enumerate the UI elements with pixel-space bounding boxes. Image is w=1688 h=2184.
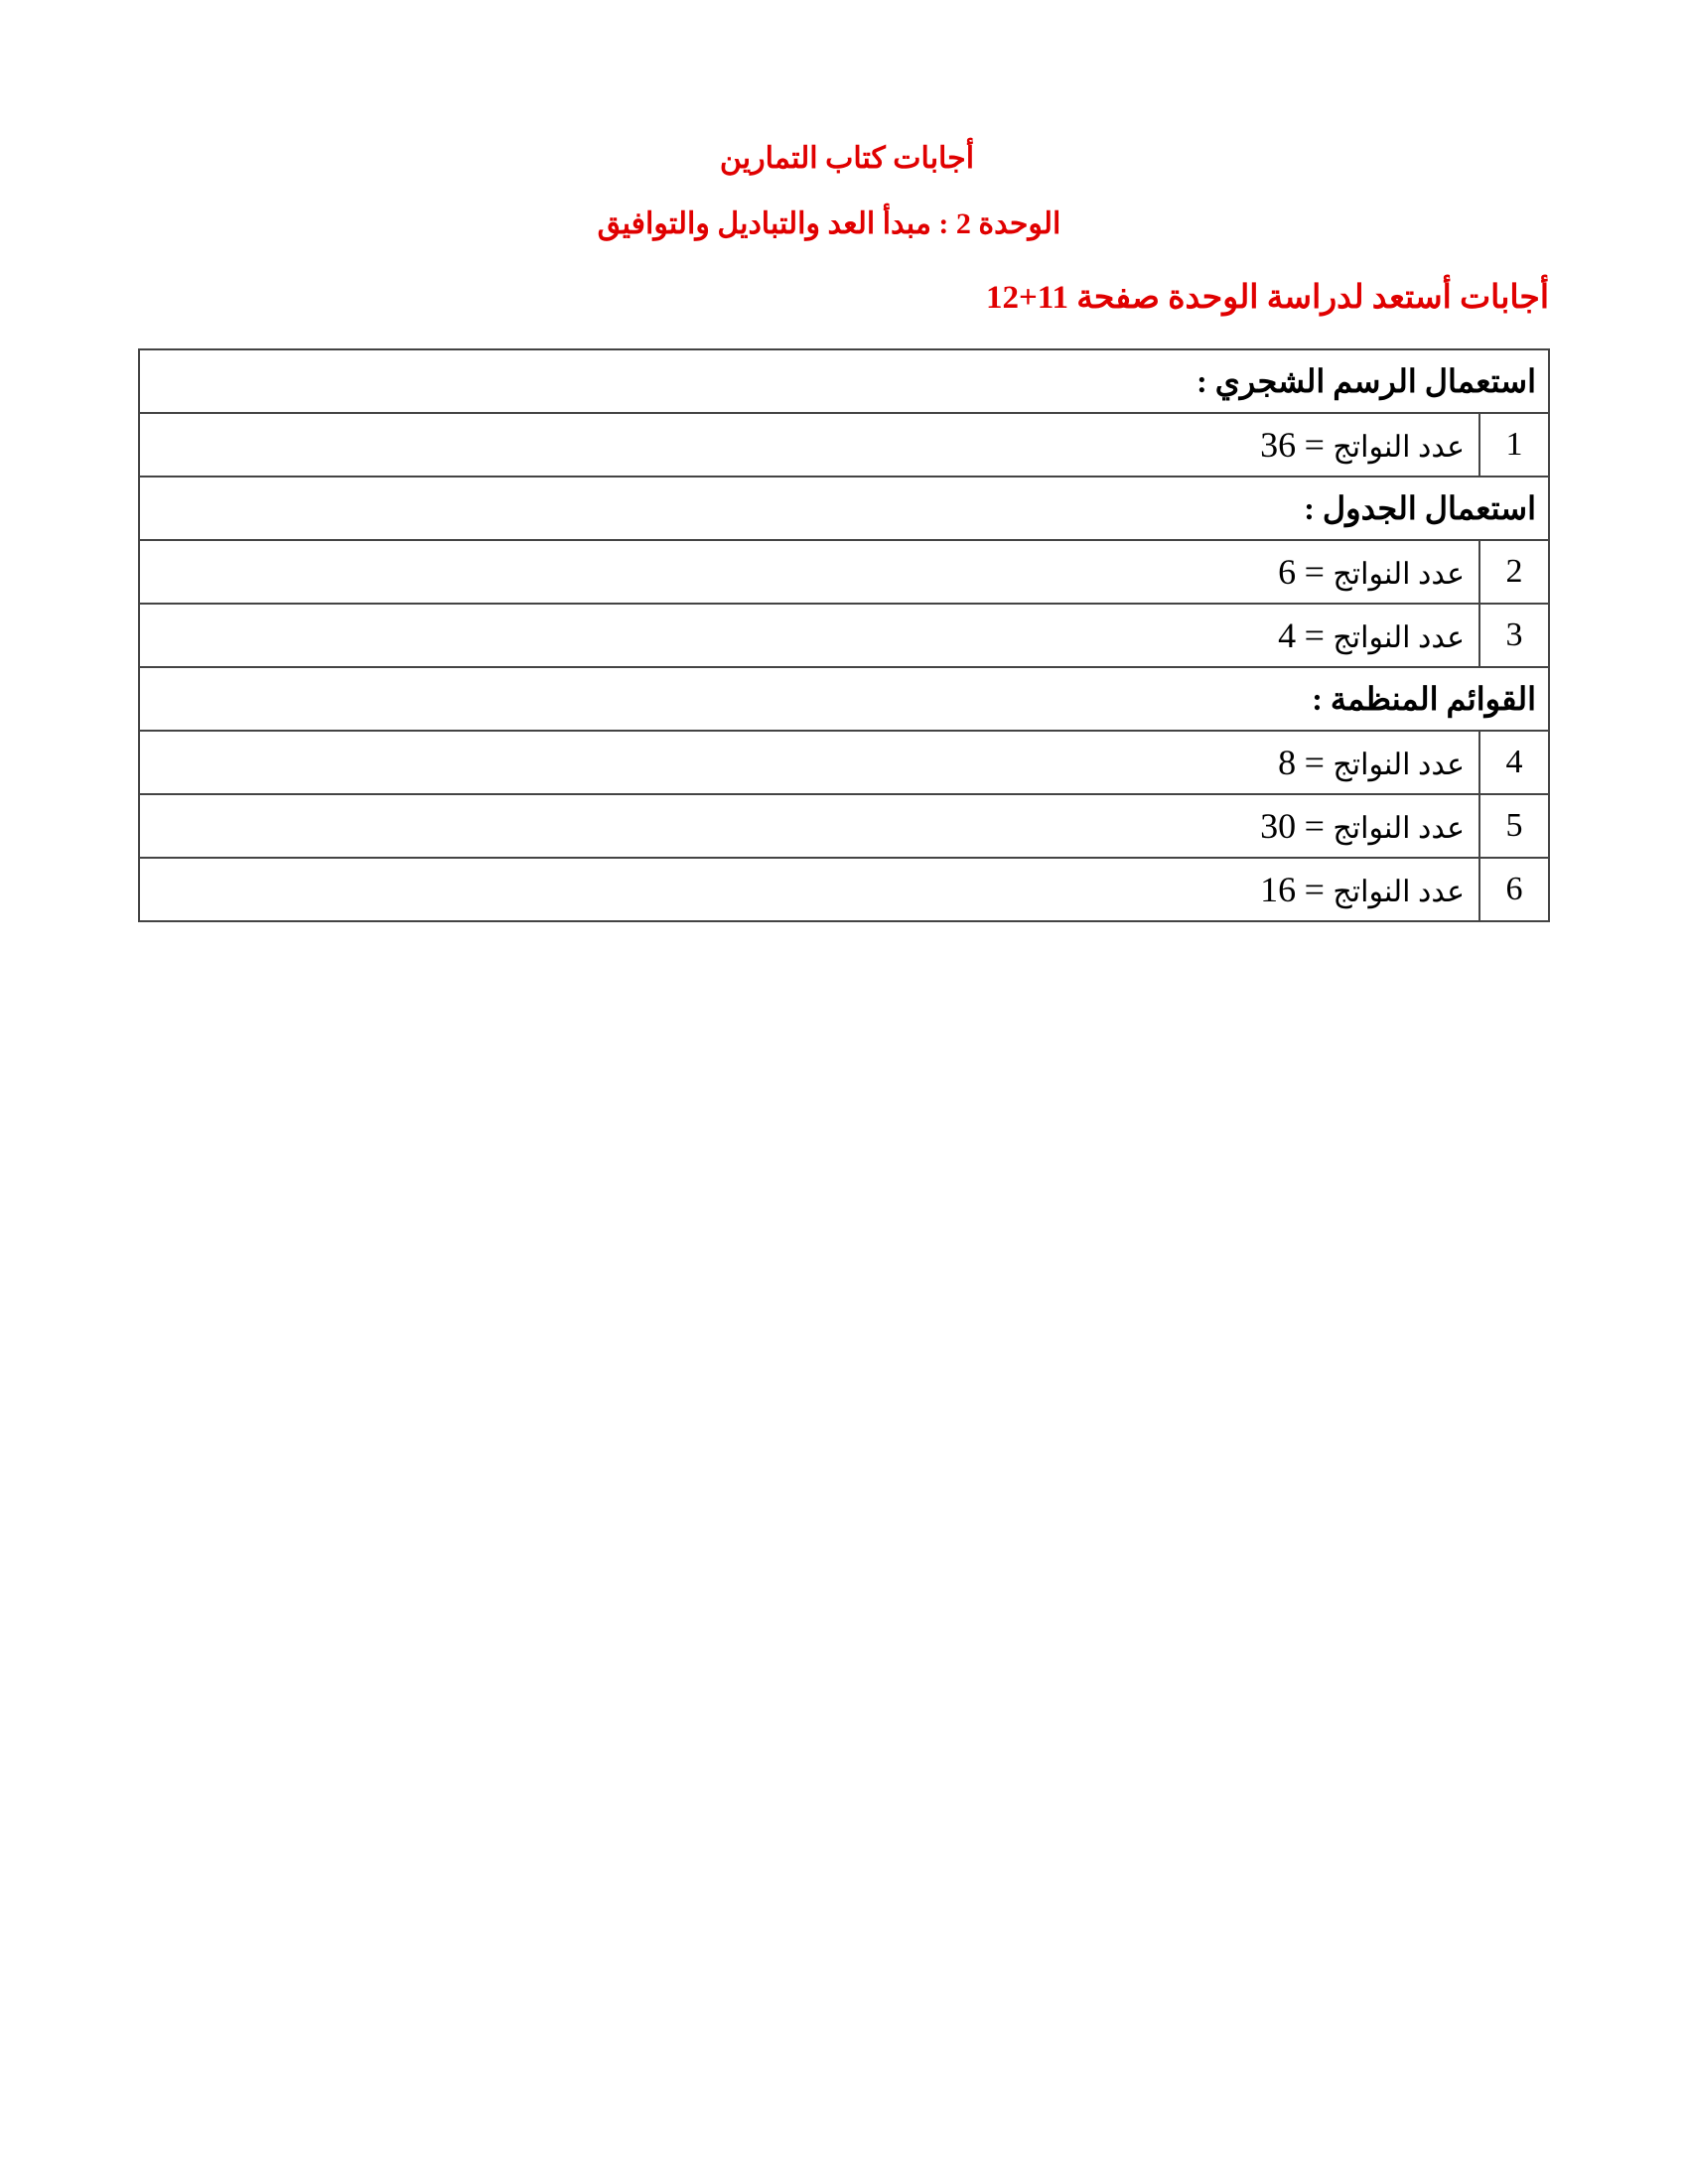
question-number: 5 [1479,794,1549,858]
answer-cell [139,413,1479,477]
equals-sign: = [1304,743,1325,782]
answer-label: عدد النواتج [1333,558,1465,591]
section-heading-tree-diagram: استعمال الرسم الشجري : [139,349,1549,413]
answer-cell [139,540,1479,604]
table-row [139,794,1549,858]
section-header-row [139,477,1549,540]
section-heading-table: استعمال الجدول : [139,477,1549,540]
answer-value: 36 [1260,425,1297,465]
answer-cell [139,731,1479,794]
table-row [139,858,1549,921]
question-number: 6 [1479,858,1549,921]
table-row [139,604,1549,667]
answer-value: 8 [1278,743,1297,782]
section-subtitle: أجابات أستعد لدراسة الوحدة صفحة 11+12 [985,280,1549,316]
answer-cell [139,858,1479,921]
table-row [139,413,1549,477]
question-number: 4 [1479,731,1549,794]
section-header-row [139,667,1549,731]
page-title: أجابات كتاب التمارين [719,142,975,175]
answer-cell [139,604,1479,667]
answer-value: 16 [1260,870,1297,909]
section-header-row [139,349,1549,413]
equals-sign: = [1304,870,1325,909]
answers-table [138,348,1550,922]
equals-sign: = [1304,615,1325,655]
answer-label: عدد النواتج [1333,812,1465,845]
equals-sign: = [1304,806,1325,846]
answer-value: 6 [1278,552,1297,592]
answer-label: عدد النواتج [1333,431,1465,464]
unit-title: الوحدة 2 : مبدأ العد والتباديل والتوافيق [597,207,1061,240]
equals-sign: = [1304,552,1325,592]
equals-sign: = [1304,425,1325,465]
answer-cell [139,794,1479,858]
question-number: 1 [1479,413,1549,477]
answer-label: عدد النواتج [1333,749,1465,781]
answer-value: 4 [1278,615,1297,655]
answer-value: 30 [1260,806,1297,846]
question-number: 2 [1479,540,1549,604]
table-row [139,540,1549,604]
answer-label: عدد النواتج [1333,876,1465,908]
table-row [139,731,1549,794]
section-heading-organized-lists: القوائم المنظمة : [139,667,1549,731]
question-number: 3 [1479,604,1549,667]
answer-label: عدد النواتج [1333,621,1465,654]
